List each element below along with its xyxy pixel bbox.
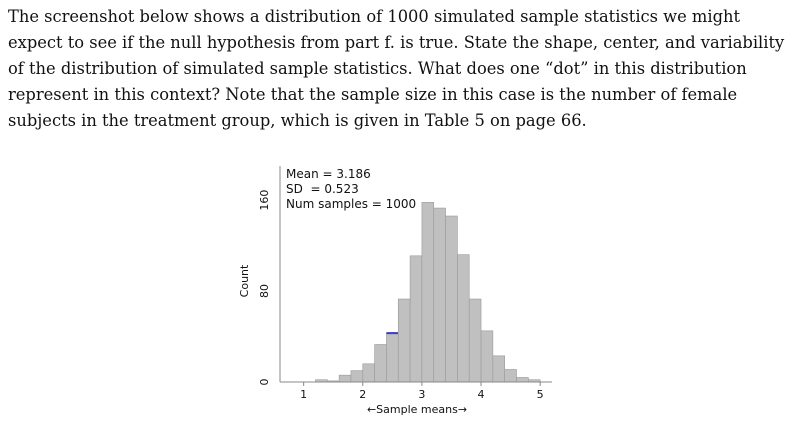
- histogram-bar: [517, 377, 529, 382]
- y-tick-label: 0: [258, 378, 271, 386]
- stat-num-samples: Num samples = 1000: [286, 197, 417, 211]
- histogram-bar: [493, 356, 505, 382]
- histogram-bar: [505, 369, 517, 382]
- histogram-bar: [446, 216, 458, 382]
- x-tick-label: 4: [477, 388, 485, 401]
- y-tick-label: 160: [258, 189, 271, 211]
- stat-mean: Mean = 3.186: [286, 167, 371, 181]
- stat-sd: SD = 0.523: [286, 182, 359, 196]
- histogram-bar: [375, 344, 387, 382]
- y-tick-label: 80: [258, 284, 271, 299]
- histogram-bar: [434, 208, 446, 382]
- histogram-bar: [351, 371, 363, 382]
- x-tick-label: 2: [359, 388, 367, 401]
- x-tick-label: 5: [536, 388, 544, 401]
- histogram-bar: [422, 202, 434, 382]
- histogram-bar: [339, 375, 351, 382]
- histogram-bar: [363, 364, 375, 382]
- histogram-bar: [386, 333, 398, 382]
- histogram-bar: [398, 299, 410, 382]
- histogram-bar: [481, 331, 493, 382]
- question-text: The screenshot below shows a distribution of 1000 simulated sample statistics we might expect to see if the null hypothesis from part f. is true. State the shape, center, and variability of the distribution of simulated sample statistics. What does one “dot” in this distribution represent in this context? Note that the sample size in this case is the number of female subjects in the treatment group, which is given in Table 5 on page 66.: [8, 7, 785, 130]
- x-tick-label: 3: [418, 388, 426, 401]
- histogram-bar: [457, 255, 469, 382]
- y-axis-label: Count: [238, 264, 251, 298]
- histogram-bar: [469, 299, 481, 382]
- x-axis-label: ←Sample means→: [366, 403, 468, 416]
- histogram-bar: [410, 256, 422, 382]
- x-tick-label: 1: [300, 388, 308, 401]
